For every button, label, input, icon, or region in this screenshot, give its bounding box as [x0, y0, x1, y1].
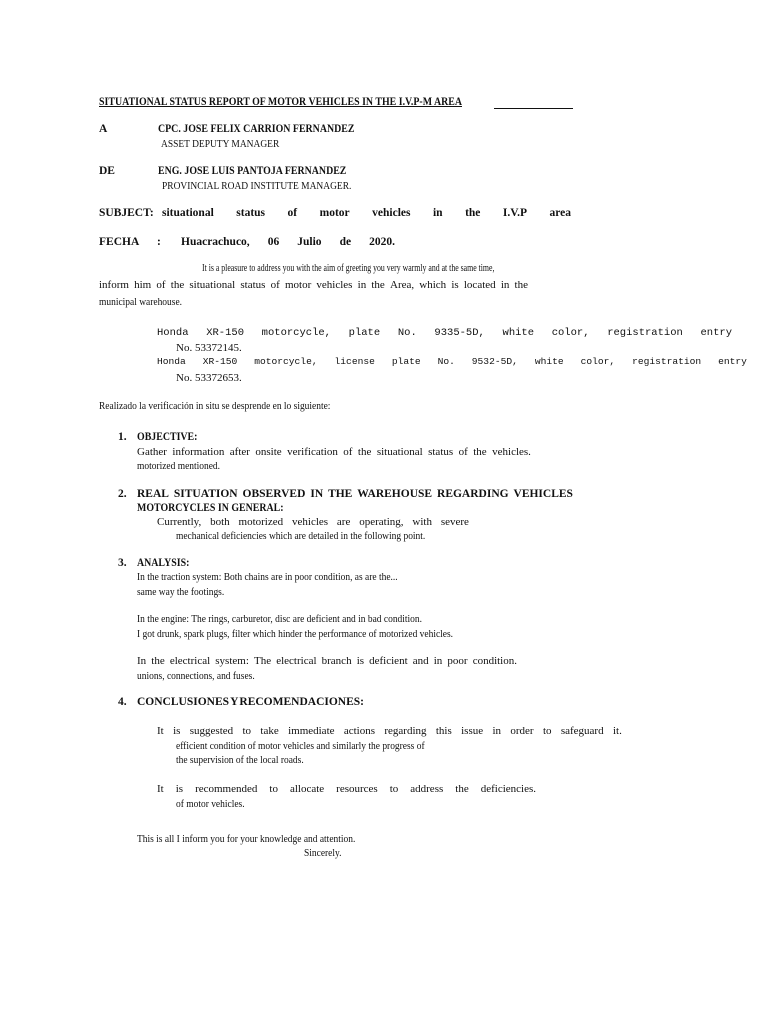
analysis-line: In the traction system: Both chains are in poor condition, as are the... — [137, 571, 398, 583]
analysis-word: deficient — [369, 655, 408, 667]
section-1-line-1 — [137, 447, 531, 458]
fecha-colon: : — [157, 236, 161, 248]
subject-word: situational — [162, 207, 214, 219]
rec-word: recommended — [195, 783, 258, 795]
rec-word: It — [157, 725, 164, 737]
analysis-word: system: — [215, 655, 249, 667]
vehicle-word: color, — [580, 356, 616, 367]
vehicle-word: No. — [437, 356, 455, 367]
from-name: ENG. JOSE LUIS PANTOJA FERNANDEZ — [158, 165, 347, 177]
analysis-line: In the engine: The rings, carburetor, disc are deficient and in bad condition. — [137, 613, 422, 625]
rec-word: is — [173, 725, 181, 737]
intro-word: motor — [284, 279, 312, 291]
intro-word: in — [500, 279, 510, 291]
intro-word: vehicles — [316, 279, 353, 291]
subject-word: motor — [319, 207, 350, 219]
intro-word: Area, — [390, 279, 415, 291]
recommendation-line — [157, 726, 622, 737]
vehicle-item — [157, 328, 732, 339]
section-heading: OBJECTIVE: — [137, 431, 198, 443]
vehicle-word: color, — [551, 327, 590, 339]
heading-word: WAREHOUSE — [357, 488, 433, 500]
vehicle-word: white — [502, 327, 535, 339]
heading-word: OBSERVED — [242, 488, 306, 500]
analysis-word: the — [151, 655, 165, 667]
analysis-word: electrical — [276, 655, 317, 667]
vehicle-word: registration — [632, 356, 702, 367]
subject-word: vehicles — [372, 207, 411, 219]
heading-word: Y — [230, 696, 239, 708]
intro-word: of — [270, 279, 280, 291]
closing-salutation: Sincerely. — [304, 847, 342, 859]
subject-word: status — [236, 207, 266, 219]
vehicle-registration: No. 53372653. — [176, 372, 242, 384]
intro-word: is — [451, 279, 459, 291]
vehicle-word: XR-150 — [202, 356, 238, 367]
section-number: 4. — [118, 696, 127, 708]
rec-word: immediate — [288, 725, 335, 737]
heading-word: CONCLUSIONES — [137, 696, 230, 708]
rec-word: it. — [612, 725, 622, 737]
closing-line: This is all I inform you for your knowledge and attention. — [137, 833, 356, 845]
heading-word: SITUATION — [173, 488, 238, 500]
section-word: verification — [287, 446, 338, 458]
analysis-word: condition. — [472, 655, 517, 667]
section-word: vehicles. — [492, 446, 531, 458]
subject-word: I.V.P — [502, 207, 527, 219]
section-number: 1. — [118, 431, 127, 443]
rec-word: address — [410, 783, 444, 795]
heading-word: REGARDING — [437, 488, 509, 500]
section-word: both — [210, 516, 230, 528]
vehicle-word: entry — [718, 356, 747, 367]
analysis-line: I got drunk, spark plugs, filter which hinder the performance of motorized vehicles. — [137, 628, 454, 640]
recommendation-line: the supervision of the local roads. — [176, 754, 304, 766]
rec-word: safeguard — [560, 725, 604, 737]
section-heading — [137, 489, 573, 501]
section-word: with — [412, 516, 432, 528]
section-heading-cont: MOTORCYCLES IN GENERAL: — [137, 502, 284, 514]
section-word: severe — [440, 516, 469, 528]
analysis-word: branch — [321, 655, 352, 667]
section-word: Currently, — [157, 516, 202, 528]
intro-line-3: municipal warehouse. — [99, 296, 183, 308]
analysis-word: and — [412, 655, 429, 667]
section-word: status — [428, 446, 454, 458]
intro-word: the — [170, 279, 185, 291]
vehicle-word: white — [534, 356, 564, 367]
rec-word: this — [435, 725, 452, 737]
subject-word: of — [287, 207, 298, 219]
vehicle-registration: No. 53372145. — [176, 342, 242, 354]
subject-text — [162, 208, 571, 220]
rec-word: in — [492, 725, 502, 737]
rec-word: is — [175, 783, 184, 795]
rec-word: take — [260, 725, 279, 737]
vehicle-word: XR-150 — [206, 327, 244, 339]
intro-word: inform — [99, 279, 129, 291]
analysis-word: in — [433, 655, 443, 667]
section-number: 2. — [118, 488, 127, 500]
vehicle-word: Honda — [157, 356, 186, 367]
intro-word: the — [514, 279, 528, 291]
report-title: SITUATIONAL STATUS REPORT OF MOTOR VEHICLES IN THE I.V.P-M AREA — [99, 96, 463, 108]
vehicle-word: plate — [391, 356, 421, 367]
section-number: 3. — [118, 557, 127, 569]
rec-word: actions — [343, 725, 376, 737]
rec-word: issue — [461, 725, 484, 737]
to-role: ASSET DEPUTY MANAGER — [161, 138, 280, 150]
rec-word: to — [269, 783, 278, 795]
intro-word: the — [371, 279, 385, 291]
intro-word: status — [240, 279, 266, 291]
section-word: are — [336, 516, 351, 528]
fecha-value — [181, 237, 395, 249]
fecha-word: de — [339, 236, 352, 248]
rec-word: order — [510, 725, 534, 737]
heading-word: RECOMENDACIONES: — [239, 696, 364, 708]
vehicle-word: Honda — [157, 327, 189, 339]
analysis-line: unions, connections, and fuses. — [137, 670, 255, 682]
intro-word: in — [357, 279, 367, 291]
fecha-label: FECHA — [99, 236, 140, 248]
subject-word: in — [432, 207, 443, 219]
intro-line-2 — [99, 280, 528, 291]
fecha-word: Julio — [297, 236, 322, 248]
analysis-line: same way the footings. — [137, 586, 225, 598]
fecha-word: 2020. — [369, 236, 395, 248]
vehicle-word: motorcycle, — [254, 356, 318, 367]
section-word: vehicles — [292, 516, 329, 528]
section-word: the — [473, 446, 487, 458]
intro-word: situational — [189, 279, 236, 291]
rec-word: to — [389, 783, 399, 795]
subject-word: area — [549, 207, 571, 219]
vehicle-item — [157, 357, 747, 367]
section-2-line-2: mechanical deficiencies which are detailed in the following point. — [176, 530, 426, 542]
rec-word: deficiencies. — [480, 783, 536, 795]
intro-word: of — [156, 279, 166, 291]
rec-word: resources — [336, 783, 378, 795]
vehicle-word: No. — [397, 327, 417, 339]
vehicle-word: entry — [700, 327, 732, 339]
section-2-line-1 — [157, 517, 469, 528]
analysis-word: is — [356, 655, 365, 667]
rec-word: the — [455, 783, 469, 795]
recommendation-line: efficient condition of motor vehicles and similarly the progress of — [176, 740, 425, 752]
intro-word: which — [419, 279, 447, 291]
heading-word: VEHICLES — [513, 488, 573, 500]
section-word: of — [343, 446, 353, 458]
vehicle-word: registration — [607, 327, 683, 339]
intro-word: him — [134, 279, 152, 291]
rec-word: suggested — [189, 725, 234, 737]
rec-word: to — [242, 725, 252, 737]
section-word: motorized — [238, 516, 284, 528]
subject-word: the — [465, 207, 481, 219]
vehicle-word: 9335-5D, — [434, 327, 485, 339]
section-word: information — [172, 446, 225, 458]
rec-word: to — [542, 725, 552, 737]
intro-word: located — [463, 279, 496, 291]
section-heading: ANALYSIS: — [137, 557, 190, 569]
section-word: after — [229, 446, 250, 458]
subject-label: SUBJECT: — [99, 207, 154, 219]
heading-word: IN — [310, 488, 324, 500]
analysis-line — [137, 656, 517, 667]
section-word: situational — [376, 446, 423, 458]
to-name: CPC. JOSE FELIX CARRION FERNANDEZ — [158, 123, 355, 135]
fecha-word: 06 — [267, 236, 280, 248]
section-word: onsite — [255, 446, 282, 458]
heading-word: THE — [328, 488, 353, 500]
intro-line-1: It is a pleasure to address you with the aim of greeting you very warmly and at the same time, — [202, 263, 495, 274]
vehicle-word: motorcycle, — [261, 327, 331, 339]
from-role: PROVINCIAL ROAD INSTITUTE MANAGER. — [162, 180, 352, 192]
analysis-word: In — [137, 655, 147, 667]
analysis-word: electrical — [169, 655, 211, 667]
section-word: Gather — [137, 446, 167, 458]
section-word: operating, — [359, 516, 404, 528]
section-word: of — [458, 446, 468, 458]
recommendation-line: of motor vehicles. — [176, 798, 245, 810]
section-word: the — [357, 446, 372, 458]
section-1-line-2: motorized mentioned. — [137, 460, 221, 472]
to-label: A — [99, 123, 108, 135]
rec-word: regarding — [384, 725, 427, 737]
analysis-word: poor — [447, 655, 468, 667]
vehicle-word: plate — [348, 327, 381, 339]
title-underline-extension — [494, 108, 573, 109]
vehicle-word: license — [334, 356, 375, 367]
fecha-word: Huacrachuco, — [181, 236, 250, 248]
rec-word: allocate — [289, 783, 325, 795]
vehicle-word: 9532-5D, — [471, 356, 518, 367]
analysis-word: The — [254, 655, 272, 667]
from-label: DE — [99, 165, 115, 177]
section-heading — [137, 697, 364, 709]
heading-word: REAL — [137, 488, 169, 500]
recommendation-line — [157, 784, 536, 795]
verification-line: Realizado la verificación in situ se desprende en lo siguiente: — [99, 400, 331, 412]
rec-word: It — [157, 783, 164, 795]
